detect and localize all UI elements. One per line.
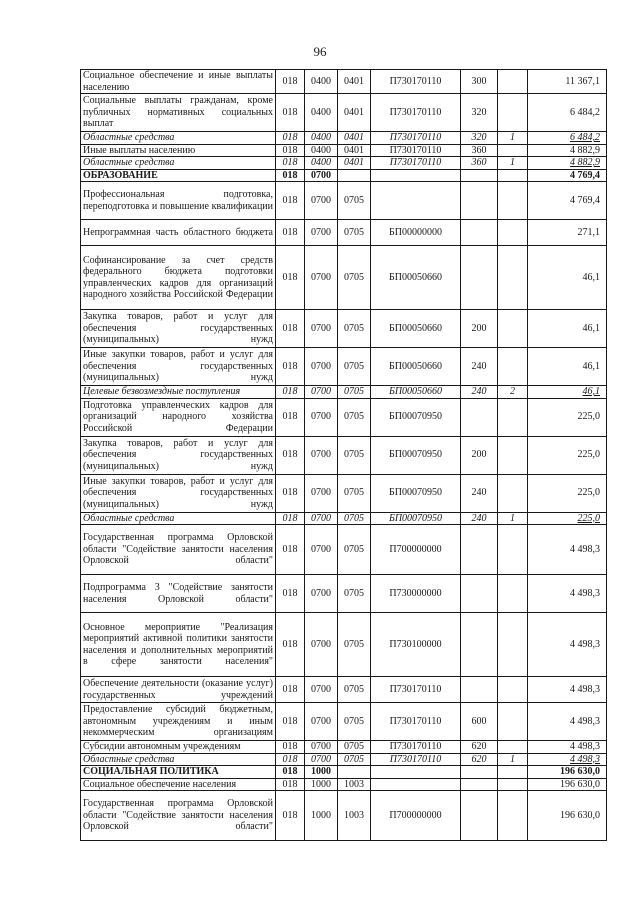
ved-code-cell: 018 bbox=[276, 677, 305, 703]
amount-cell: 225,0 bbox=[528, 474, 607, 512]
subsection-code-cell: 0705 bbox=[338, 741, 371, 754]
funding-source-cell bbox=[498, 613, 528, 677]
amount-cell: 4 498,3 bbox=[528, 525, 607, 575]
target-article-cell: П730170110 bbox=[371, 741, 461, 754]
funding-source-cell bbox=[498, 310, 528, 348]
expense-type-cell: 360 bbox=[461, 144, 498, 157]
ved-code-cell: 018 bbox=[276, 474, 305, 512]
section-code-cell: 0700 bbox=[305, 398, 338, 436]
subsection-code-cell bbox=[338, 169, 371, 182]
expense-type-cell: 620 bbox=[461, 753, 498, 766]
section-code-cell: 0700 bbox=[305, 220, 338, 246]
amount-cell: 4 498,3 bbox=[528, 741, 607, 754]
row-name-cell: Социальные выплаты гражданам, кроме публичных нормативных социальных выплат bbox=[81, 94, 276, 132]
amount-cell: 4 498,3 bbox=[528, 703, 607, 741]
expense-type-cell: 240 bbox=[461, 512, 498, 525]
funding-source-cell bbox=[498, 70, 528, 94]
target-article-cell bbox=[371, 766, 461, 779]
subsection-code-cell: 1003 bbox=[338, 791, 371, 841]
row-name-cell: Государственная программа Орловской области "Содействие занятости населения Орловской области" bbox=[81, 525, 276, 575]
funding-source-cell bbox=[498, 398, 528, 436]
ved-code-cell: 018 bbox=[276, 778, 305, 791]
subsection-code-cell bbox=[338, 766, 371, 779]
section-code-cell: 0700 bbox=[305, 703, 338, 741]
funding-source-cell bbox=[498, 575, 528, 613]
section-code-cell: 0700 bbox=[305, 348, 338, 386]
ved-code-cell: 018 bbox=[276, 766, 305, 779]
target-article-cell: БП00050660 bbox=[371, 348, 461, 386]
table-row bbox=[81, 766, 607, 779]
subsection-code-cell: 0705 bbox=[338, 753, 371, 766]
target-article-cell: П730170110 bbox=[371, 132, 461, 145]
target-article-cell: БП00070950 bbox=[371, 512, 461, 525]
ved-code-cell: 018 bbox=[276, 613, 305, 677]
amount-cell: 4 769,4 bbox=[528, 169, 607, 182]
subsection-code-cell: 0705 bbox=[338, 182, 371, 220]
subsection-code-cell: 0705 bbox=[338, 310, 371, 348]
funding-source-cell bbox=[498, 220, 528, 246]
table-row bbox=[81, 398, 607, 436]
ved-code-cell: 018 bbox=[276, 398, 305, 436]
ved-code-cell: 018 bbox=[276, 741, 305, 754]
row-name-cell: Социальное обеспечение и иные выплаты населению bbox=[81, 70, 276, 94]
row-name-cell: Непрограммная часть областного бюджета bbox=[81, 220, 276, 246]
row-name-cell: Областные средства bbox=[81, 157, 276, 170]
subsection-code-cell: 0705 bbox=[338, 220, 371, 246]
subsection-code-cell: 0705 bbox=[338, 525, 371, 575]
target-article-cell: П730170110 bbox=[371, 157, 461, 170]
amount-cell: 11 367,1 bbox=[528, 70, 607, 94]
table-row bbox=[81, 474, 607, 512]
table-row bbox=[81, 157, 607, 170]
subsection-code-cell: 0705 bbox=[338, 512, 371, 525]
target-article-cell: П730170110 bbox=[371, 703, 461, 741]
target-article-cell: П730170110 bbox=[371, 753, 461, 766]
target-article-cell: БП00050660 bbox=[371, 310, 461, 348]
subsection-code-cell: 0705 bbox=[338, 246, 371, 310]
amount-cell: 196 630,0 bbox=[528, 766, 607, 779]
expense-type-cell bbox=[461, 575, 498, 613]
funding-source-cell: 1 bbox=[498, 157, 528, 170]
table-row bbox=[81, 525, 607, 575]
section-code-cell: 0700 bbox=[305, 575, 338, 613]
subsection-code-cell: 0705 bbox=[338, 474, 371, 512]
table-row bbox=[81, 144, 607, 157]
ved-code-cell: 018 bbox=[276, 220, 305, 246]
expense-type-cell: 320 bbox=[461, 94, 498, 132]
table-row bbox=[81, 512, 607, 525]
subsection-code-cell: 0705 bbox=[338, 386, 371, 399]
amount-cell: 46,1 bbox=[528, 386, 607, 399]
section-code-cell: 0700 bbox=[305, 386, 338, 399]
target-article-cell: П730170110 bbox=[371, 677, 461, 703]
subsection-code-cell: 0401 bbox=[338, 132, 371, 145]
expense-type-cell: 240 bbox=[461, 348, 498, 386]
subsection-code-cell: 0401 bbox=[338, 94, 371, 132]
table-row bbox=[81, 575, 607, 613]
section-code-cell: 0700 bbox=[305, 310, 338, 348]
ved-code-cell: 018 bbox=[276, 169, 305, 182]
table-row bbox=[81, 132, 607, 145]
row-name-cell: Софинансирование за счет средств федерального бюджета подготовки управленческих кадров для организаций народного хозяйства Российской Федерации bbox=[81, 246, 276, 310]
amount-cell: 4 498,3 bbox=[528, 575, 607, 613]
expense-type-cell bbox=[461, 778, 498, 791]
row-name-cell: Профессиональная подготовка, переподготовка и повышение квалификации bbox=[81, 182, 276, 220]
funding-source-cell bbox=[498, 169, 528, 182]
expense-type-cell bbox=[461, 246, 498, 310]
table-row bbox=[81, 791, 607, 841]
amount-cell: 4 882,9 bbox=[528, 144, 607, 157]
section-code-cell: 0700 bbox=[305, 474, 338, 512]
expense-type-cell bbox=[461, 398, 498, 436]
ved-code-cell: 018 bbox=[276, 310, 305, 348]
subsection-code-cell: 0705 bbox=[338, 398, 371, 436]
row-name-cell: Субсидии автономным учреждениям bbox=[81, 741, 276, 754]
amount-cell: 46,1 bbox=[528, 246, 607, 310]
table-row bbox=[81, 386, 607, 399]
expense-type-cell: 200 bbox=[461, 310, 498, 348]
table-row bbox=[81, 70, 607, 94]
ved-code-cell: 018 bbox=[276, 791, 305, 841]
table-row bbox=[81, 182, 607, 220]
target-article-cell: П730000000 bbox=[371, 575, 461, 613]
funding-source-cell bbox=[498, 348, 528, 386]
table-row bbox=[81, 613, 607, 677]
expense-type-cell bbox=[461, 766, 498, 779]
table-row bbox=[81, 436, 607, 474]
row-name-cell: Государственная программа Орловской области "Содействие занятости населения Орловской области" bbox=[81, 791, 276, 841]
target-article-cell: БП00070950 bbox=[371, 398, 461, 436]
table-row bbox=[81, 348, 607, 386]
target-article-cell bbox=[371, 182, 461, 220]
row-name-cell: Закупка товаров, работ и услуг для обеспечения государственных (муниципальных) нужд bbox=[81, 310, 276, 348]
section-code-cell: 0700 bbox=[305, 169, 338, 182]
ved-code-cell: 018 bbox=[276, 157, 305, 170]
funding-source-cell bbox=[498, 94, 528, 132]
table-row bbox=[81, 169, 607, 182]
subsection-code-cell: 1003 bbox=[338, 778, 371, 791]
funding-source-cell bbox=[498, 677, 528, 703]
target-article-cell: П730170110 bbox=[371, 144, 461, 157]
ved-code-cell: 018 bbox=[276, 94, 305, 132]
ved-code-cell: 018 bbox=[276, 525, 305, 575]
expense-type-cell: 620 bbox=[461, 741, 498, 754]
expense-type-cell bbox=[461, 182, 498, 220]
funding-source-cell: 1 bbox=[498, 753, 528, 766]
row-name-cell: Подготовка управленческих кадров для организаций народного хозяйства Российской Федерации bbox=[81, 398, 276, 436]
section-code-cell: 0400 bbox=[305, 144, 338, 157]
row-name-cell: Иные выплаты населению bbox=[81, 144, 276, 157]
ved-code-cell: 018 bbox=[276, 386, 305, 399]
amount-cell: 46,1 bbox=[528, 348, 607, 386]
expense-type-cell: 360 bbox=[461, 157, 498, 170]
section-code-cell: 0700 bbox=[305, 741, 338, 754]
target-article-cell bbox=[371, 169, 461, 182]
expense-type-cell bbox=[461, 791, 498, 841]
row-name-cell: Обеспечение деятельности (оказание услуг) государственных учреждений bbox=[81, 677, 276, 703]
section-code-cell: 0400 bbox=[305, 94, 338, 132]
expense-type-cell bbox=[461, 220, 498, 246]
subsection-code-cell: 0705 bbox=[338, 436, 371, 474]
amount-cell: 271,1 bbox=[528, 220, 607, 246]
section-code-cell: 0400 bbox=[305, 70, 338, 94]
budget-table bbox=[80, 69, 607, 841]
funding-source-cell: 1 bbox=[498, 512, 528, 525]
amount-cell: 225,0 bbox=[528, 436, 607, 474]
row-name-cell: Иные закупки товаров, работ и услуг для обеспечения государственных (муниципальных) нужд bbox=[81, 474, 276, 512]
ved-code-cell: 018 bbox=[276, 348, 305, 386]
section-code-cell: 0700 bbox=[305, 182, 338, 220]
ved-code-cell: 018 bbox=[276, 436, 305, 474]
amount-cell: 6 484,2 bbox=[528, 132, 607, 145]
table-row bbox=[81, 677, 607, 703]
page-number: 96 bbox=[313, 44, 327, 59]
ved-code-cell: 018 bbox=[276, 703, 305, 741]
subsection-code-cell: 0401 bbox=[338, 144, 371, 157]
section-code-cell: 0700 bbox=[305, 753, 338, 766]
subsection-code-cell: 0401 bbox=[338, 157, 371, 170]
funding-source-cell: 1 bbox=[498, 132, 528, 145]
ved-code-cell: 018 bbox=[276, 182, 305, 220]
row-name-cell: СОЦИАЛЬНАЯ ПОЛИТИКА bbox=[81, 766, 276, 779]
ved-code-cell: 018 bbox=[276, 70, 305, 94]
section-code-cell: 0700 bbox=[305, 436, 338, 474]
amount-cell: 225,0 bbox=[528, 512, 607, 525]
expense-type-cell bbox=[461, 677, 498, 703]
target-article-cell: БП00050660 bbox=[371, 386, 461, 399]
ved-code-cell: 018 bbox=[276, 512, 305, 525]
row-name-cell: Основное мероприятие "Реализация мероприятий активной политики занятости населения и дополнительных мероприятий в сфере занятости населения" bbox=[81, 613, 276, 677]
amount-cell: 196 630,0 bbox=[528, 778, 607, 791]
section-code-cell: 1000 bbox=[305, 791, 338, 841]
subsection-code-cell: 0401 bbox=[338, 70, 371, 94]
funding-source-cell bbox=[498, 246, 528, 310]
expense-type-cell: 300 bbox=[461, 70, 498, 94]
target-article-cell bbox=[371, 778, 461, 791]
row-name-cell: ОБРАЗОВАНИЕ bbox=[81, 169, 276, 182]
expense-type-cell: 320 bbox=[461, 132, 498, 145]
row-name-cell: Социальное обеспечение населения bbox=[81, 778, 276, 791]
funding-source-cell bbox=[498, 791, 528, 841]
table-row bbox=[81, 703, 607, 741]
amount-cell: 4 498,3 bbox=[528, 677, 607, 703]
section-code-cell: 0700 bbox=[305, 613, 338, 677]
section-code-cell: 1000 bbox=[305, 778, 338, 791]
target-article-cell: П700000000 bbox=[371, 791, 461, 841]
funding-source-cell: 2 bbox=[498, 386, 528, 399]
target-article-cell: П730100000 bbox=[371, 613, 461, 677]
target-article-cell: П730170110 bbox=[371, 94, 461, 132]
section-code-cell: 0400 bbox=[305, 132, 338, 145]
table-row bbox=[81, 246, 607, 310]
row-name-cell: Предоставление субсидий бюджетным, автономным учреждениям и иным некоммерческим организациям bbox=[81, 703, 276, 741]
target-article-cell: БП00070950 bbox=[371, 474, 461, 512]
funding-source-cell bbox=[498, 766, 528, 779]
funding-source-cell bbox=[498, 144, 528, 157]
subsection-code-cell: 0705 bbox=[338, 575, 371, 613]
funding-source-cell bbox=[498, 182, 528, 220]
row-name-cell: Областные средства bbox=[81, 753, 276, 766]
row-name-cell: Иные закупки товаров, работ и услуг для обеспечения государственных (муниципальных) нужд bbox=[81, 348, 276, 386]
target-article-cell: БП00070950 bbox=[371, 436, 461, 474]
table-row bbox=[81, 741, 607, 754]
amount-cell: 4 498,3 bbox=[528, 753, 607, 766]
section-code-cell: 1000 bbox=[305, 766, 338, 779]
amount-cell: 4 498,3 bbox=[528, 613, 607, 677]
section-code-cell: 0700 bbox=[305, 677, 338, 703]
subsection-code-cell: 0705 bbox=[338, 613, 371, 677]
row-name-cell: Областные средства bbox=[81, 512, 276, 525]
funding-source-cell bbox=[498, 703, 528, 741]
expense-type-cell bbox=[461, 613, 498, 677]
target-article-cell: БП00050660 bbox=[371, 246, 461, 310]
amount-cell: 46,1 bbox=[528, 310, 607, 348]
ved-code-cell: 018 bbox=[276, 132, 305, 145]
table-row bbox=[81, 310, 607, 348]
target-article-cell: П730170110 bbox=[371, 70, 461, 94]
row-name-cell: Областные средства bbox=[81, 132, 276, 145]
target-article-cell: БП00000000 bbox=[371, 220, 461, 246]
expense-type-cell: 200 bbox=[461, 436, 498, 474]
amount-cell: 4 769,4 bbox=[528, 182, 607, 220]
subsection-code-cell: 0705 bbox=[338, 677, 371, 703]
expense-type-cell: 600 bbox=[461, 703, 498, 741]
ved-code-cell: 018 bbox=[276, 575, 305, 613]
funding-source-cell bbox=[498, 436, 528, 474]
amount-cell: 6 484,2 bbox=[528, 94, 607, 132]
amount-cell: 4 882,9 bbox=[528, 157, 607, 170]
ved-code-cell: 018 bbox=[276, 246, 305, 310]
funding-source-cell bbox=[498, 474, 528, 512]
funding-source-cell bbox=[498, 741, 528, 754]
table-row bbox=[81, 753, 607, 766]
row-name-cell: Целевые безвозмездные поступления bbox=[81, 386, 276, 399]
target-article-cell: П700000000 bbox=[371, 525, 461, 575]
funding-source-cell bbox=[498, 525, 528, 575]
subsection-code-cell: 0705 bbox=[338, 703, 371, 741]
row-name-cell: Закупка товаров, работ и услуг для обеспечения государственных (муниципальных) нужд bbox=[81, 436, 276, 474]
expense-type-cell bbox=[461, 525, 498, 575]
section-code-cell: 0700 bbox=[305, 525, 338, 575]
row-name-cell: Подпрограмма 3 "Содействие занятости населения Орловской области" bbox=[81, 575, 276, 613]
expense-type-cell bbox=[461, 169, 498, 182]
table-row bbox=[81, 220, 607, 246]
table-row bbox=[81, 778, 607, 791]
section-code-cell: 0700 bbox=[305, 246, 338, 310]
table-body bbox=[81, 70, 607, 841]
ved-code-cell: 018 bbox=[276, 144, 305, 157]
funding-source-cell bbox=[498, 778, 528, 791]
section-code-cell: 0700 bbox=[305, 512, 338, 525]
table-row bbox=[81, 94, 607, 132]
ved-code-cell: 018 bbox=[276, 753, 305, 766]
subsection-code-cell: 0705 bbox=[338, 348, 371, 386]
amount-cell: 196 630,0 bbox=[528, 791, 607, 841]
section-code-cell: 0400 bbox=[305, 157, 338, 170]
expense-type-cell: 240 bbox=[461, 386, 498, 399]
amount-cell: 225,0 bbox=[528, 398, 607, 436]
expense-type-cell: 240 bbox=[461, 474, 498, 512]
